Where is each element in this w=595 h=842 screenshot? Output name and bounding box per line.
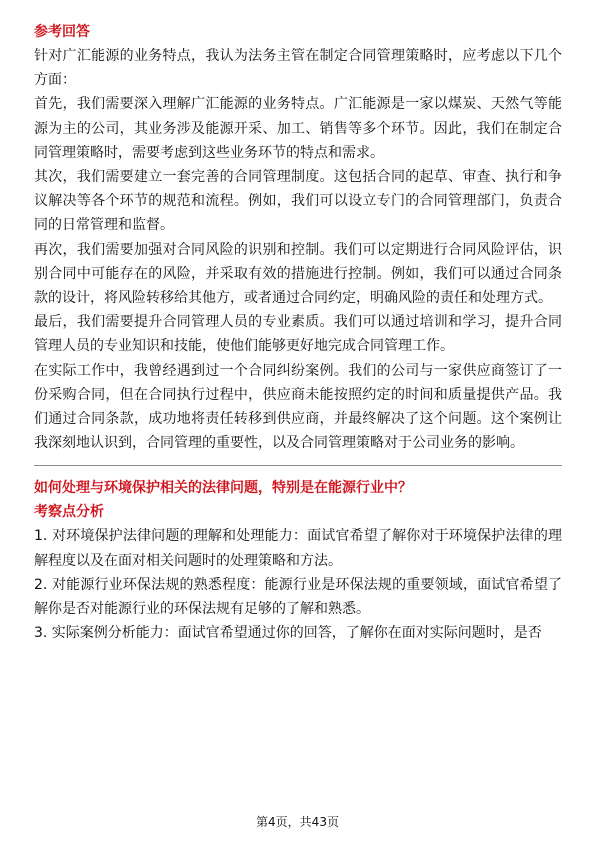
analysis-item: 3. 实际案例分析能力：面试官希望通过你的回答，了解你在面对实际问题时，是否 [34, 625, 542, 642]
answer-paragraph: 再次，我们需要加强对合同风险的识别和控制。我们可以定期进行合同风险评估，识别合同中可能存在的风险，并采取有效的措施进行控制。例如，我们可以通过合同条款的设计，将风险转移给其他方，或者通过合同约定，明确风险的责任和处理方式。 [34, 241, 562, 307]
analysis-heading: 考察点分析 [34, 504, 104, 521]
question-heading: 如何处理与环境保护相关的法律问题，特别是在能源行业中？ [34, 480, 412, 497]
analysis-item: 1. 对环境保护法律问题的理解和处理能力：面试官希望了解你对于环境保护法律的理解程度以及在面对相关问题时的处理策略和方法。 [34, 528, 562, 569]
section-divider [34, 465, 562, 466]
page-footer: 第4页，共43页 [256, 815, 339, 829]
answer-paragraph: 在实际工作中，我曾经遇到过一个合同纠纷案例。我们的公司与一家供应商签订了一份采购合同，但在合同执行过程中，供应商未能按照约定的时间和质量提供产品。我们通过合同条款，成功地将责任转移到供应商，并最终解决了这个问题。这个案例让我深刻地认识到，合同管理的重要性，以及合同管理策略对于公司业务的影响。 [34, 362, 562, 452]
answer-heading: 参考回答 [34, 24, 90, 40]
answer-paragraph: 最后，我们需要提升合同管理人员的专业素质。我们可以通过培训和学习，提升合同管理人员的专业知识和技能，使他们能够更好地完成合同管理工作。 [34, 314, 562, 355]
answer-paragraph: 针对广汇能源的业务特点，我认为法务主管在制定合同管理策略时，应考虑以下几个方面： [34, 48, 562, 89]
answer-paragraph: 其次，我们需要建立一套完善的合同管理制度。这包括合同的起草、审查、执行和争议解决等各个环节的规范和流程。例如，我们可以设立专门的合同管理部门，负责合同的日常管理和监督。 [34, 169, 562, 234]
page-content [34, 20, 562, 645]
analysis-item: 2. 对能源行业环保法规的熟悉程度：能源行业是环保法规的重要领域，面试官希望了解你是否对能源行业的环保法规有足够的了解和熟悉。 [34, 576, 562, 618]
answer-paragraph: 首先，我们需要深入理解广汇能源的业务特点。广汇能源是一家以煤炭、天然气等能源为主的公司，其业务涉及能源开采、加工、销售等多个环节。因此，我们在制定合同管理策略时，需要考虑到这些业务环节的特点和需求。 [34, 96, 562, 161]
